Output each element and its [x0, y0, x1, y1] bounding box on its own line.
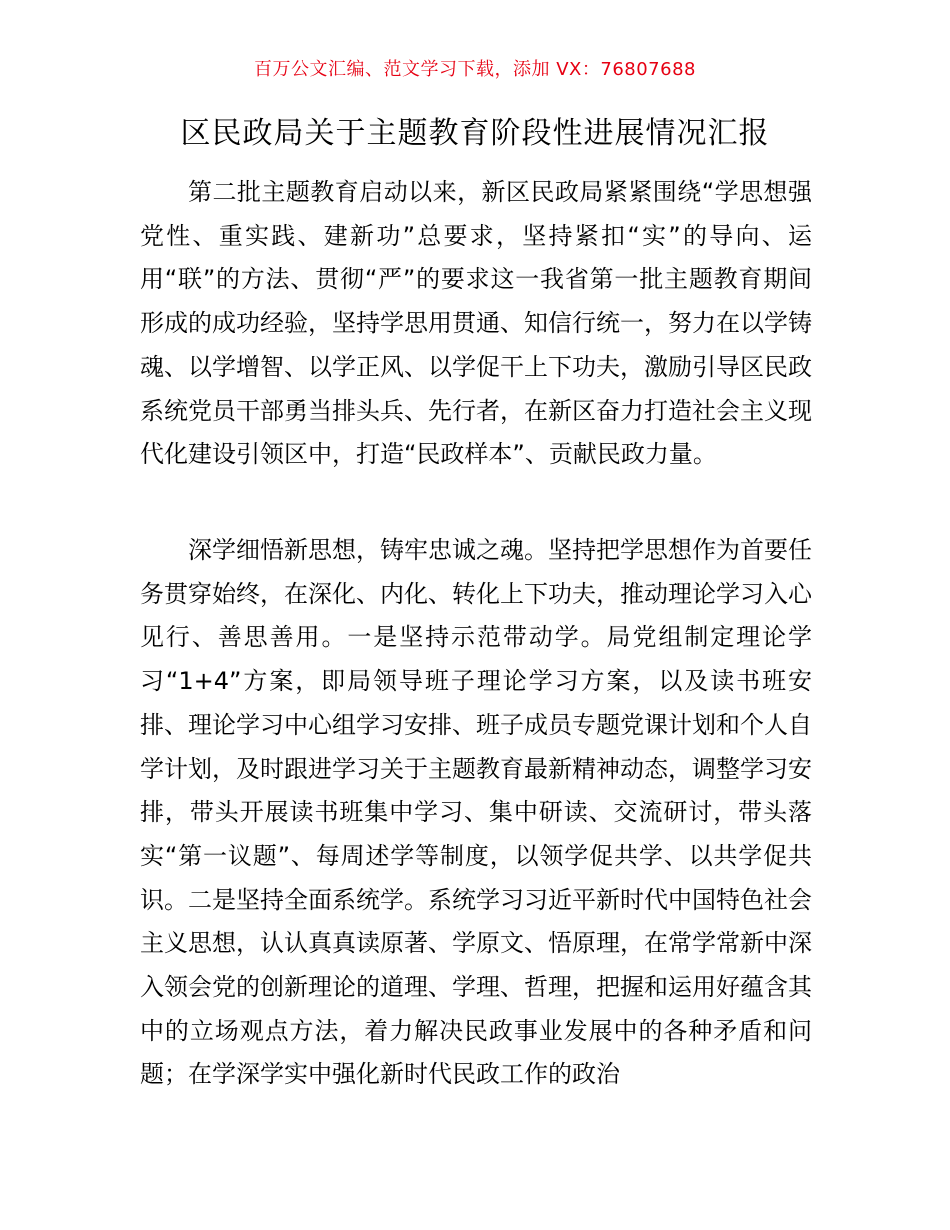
body-paragraph-1: 第二批主题教育启动以来，新区民政局紧紧围绕“学思想强党性、重实践、建新功”总要求，坚持紧扣“实”的导向、运用“联”的方法、贯彻“严”的要求这一我省第一批主题教育期间形成的成功经验，坚持学思用贯通、知信行统一，努力在以学铸魂、以学增智、以学正风、以学促干上下功夫，激励引导区民政系统党员干部勇当排头兵、先行者，在新区奋力打造社会主义现代化建设引领区中，打造“民政样本”、贡献民政力量。 — [140, 178, 812, 469]
page-title: 区民政局关于主题教育阶段性进展情况汇报 — [180, 116, 770, 151]
body-paragraph-2: 深学细悟新思想，铸牢忠诚之魂。坚持把学思想作为首要任务贯穿始终，在深化、内化、转化上下功夫，推动理论学习入心见行、善思善用。一是坚持示范带动学。局党组制定理论学习“1+4”方案，即局领导班子理论学习方案，以及读书班安排、理论学习中心组学习安排、班子成员专题党课计划和个人自学计划，及时跟进学习关于主题教育最新精神动态，调整学习安排，带头开展读书班集中学习、集中研读、交流研讨，带头落实“第一议题”、每周述学等制度，以领学促共学、以共学促共识。二是坚持全面系统学。系统学习习近平新时代中国特色社会主义思想，认认真真读原著、学原文、悟原理，在常学常新中深入领会党的创新理论的道理、学理、哲理，把握和运用好蕴含其中的立场观点方法，着力解决民政事业发展中的各种矛盾和问题；在学深学实中强化新时代民政工作的政治 — [140, 536, 812, 1089]
watermark-header: 百万公文汇编、范文学习下载，添加 VX：76807688 — [254, 59, 696, 80]
